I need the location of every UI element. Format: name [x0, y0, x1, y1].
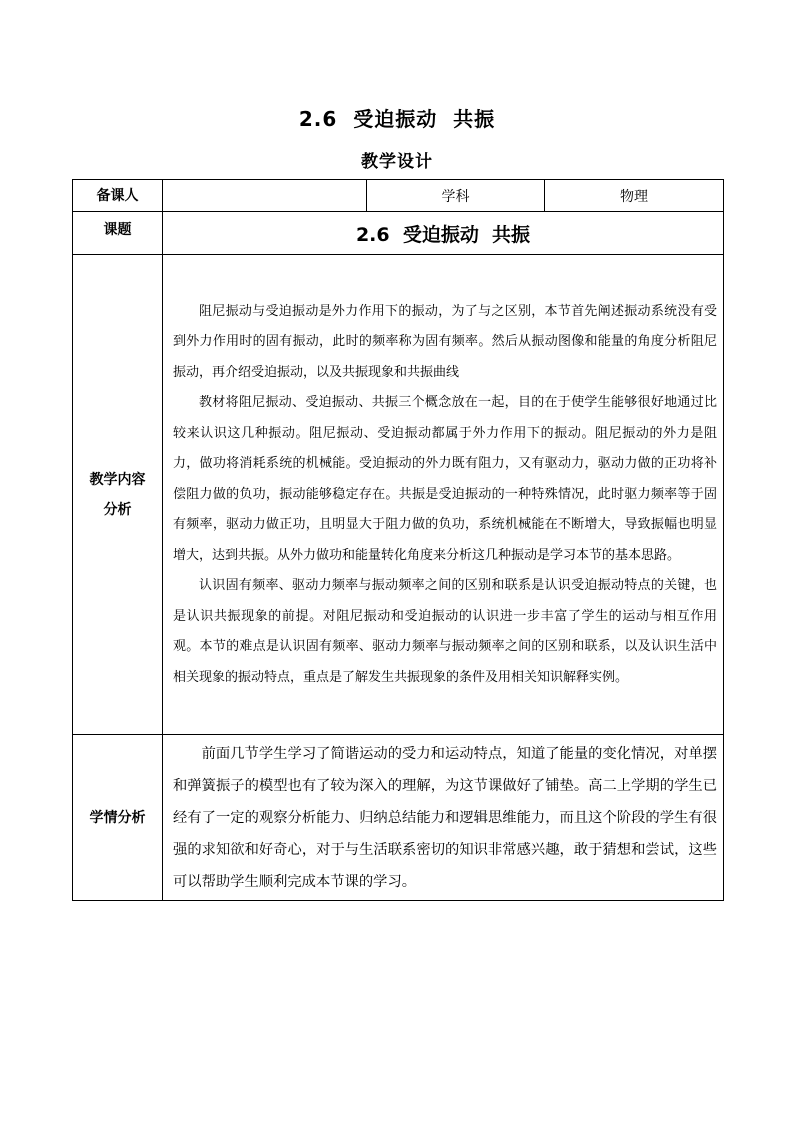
student-analysis-body: [163, 735, 724, 901]
content-analysis-body: [163, 255, 724, 735]
lesson-plan-table: [72, 179, 724, 901]
preparer-value: [163, 180, 367, 212]
content-paragraph-1: 阻尼振动与受迫振动是外力作用下的振动，为了与之区别，本节首先阐述振动系统没有受到外力作用时的固有振动，此时的频率称为固有频率。然后从振动图像和能量的角度分析阻尼振动，再介绍受迫振动，以及共振现象和共振曲线: [173, 303, 717, 380]
content-analysis-label: [73, 255, 163, 735]
content-paragraph-3: 认识固有频率、驱动力频率与振动频率之间的区别和联系是认识受迫振动特点的关键，也是认识共振现象的前提。对阻尼振动和受迫振动的认识进一步丰富了学生的运动与相互作用观。本节的难点是认识固有频率、驱动力频率与振动频率之间的区别和联系，以及认识生活中相关现象的振动特点，重点是了解发生共振现象的条件及用相关知识解释实例。: [173, 578, 717, 685]
table-row-student-analysis: [73, 735, 724, 901]
content-analysis-label-line1: 教学内容: [89, 471, 146, 488]
student-analysis-paragraph: 前面几节学生学习了简谐运动的受力和运动特点，知道了能量的变化情况，对单摆和弹簧振子的模型也有了较为深入的理解，为这节课做好了铺垫。高二上学期的学生已经有了一定的观察分析能力、归纳总结能力和逻辑思维能力，而且这个阶段的学生有很强的求知欲和好奇心，对于与生活联系密切的知识非常感兴趣，敢于猜想和尝试，这些可以帮助学生顺利完成本节课的学习。: [173, 746, 717, 890]
table-row-content-analysis: [73, 255, 724, 735]
table-row-topic: [73, 212, 724, 255]
content-paragraph-2: 教材将阻尼振动、受迫振动、共振三个概念放在一起，目的在于使学生能够很好地通过比较来认识这几种振动。阻尼振动、受迫振动都属于外力作用下的振动。阻尼振动的外力是阻力，做功将消耗系统的机械能。受迫振动的外力既有阻力，又有驱动力，驱动力做的正功将补偿阻力做的负功，振动能够稳定存在。共振是受迫振动的一种特殊情况，此时驱力频率等于固有频率，驱动力做正功，且明显大于阻力做的负功，系统机械能在不断增大，导致振幅也明显增大，达到共振。从外力做功和能量转化角度来分析这几种振动是学习本节的基本思路。: [173, 395, 717, 563]
table-row-prepare: [73, 180, 724, 212]
subject-label: 学科: [367, 180, 545, 212]
topic-label: 课题: [73, 212, 163, 255]
content-analysis-label-line2: 分析: [103, 501, 132, 518]
document-title: 2.6 受迫振动 共振: [298, 107, 496, 131]
subject-value: 物理: [545, 180, 724, 212]
topic-value: 2.6 受迫振动 共振: [163, 212, 724, 255]
student-analysis-label: 学情分析: [73, 735, 163, 901]
document-subtitle: 教学设计: [361, 152, 433, 172]
preparer-label: 备课人: [73, 180, 163, 212]
